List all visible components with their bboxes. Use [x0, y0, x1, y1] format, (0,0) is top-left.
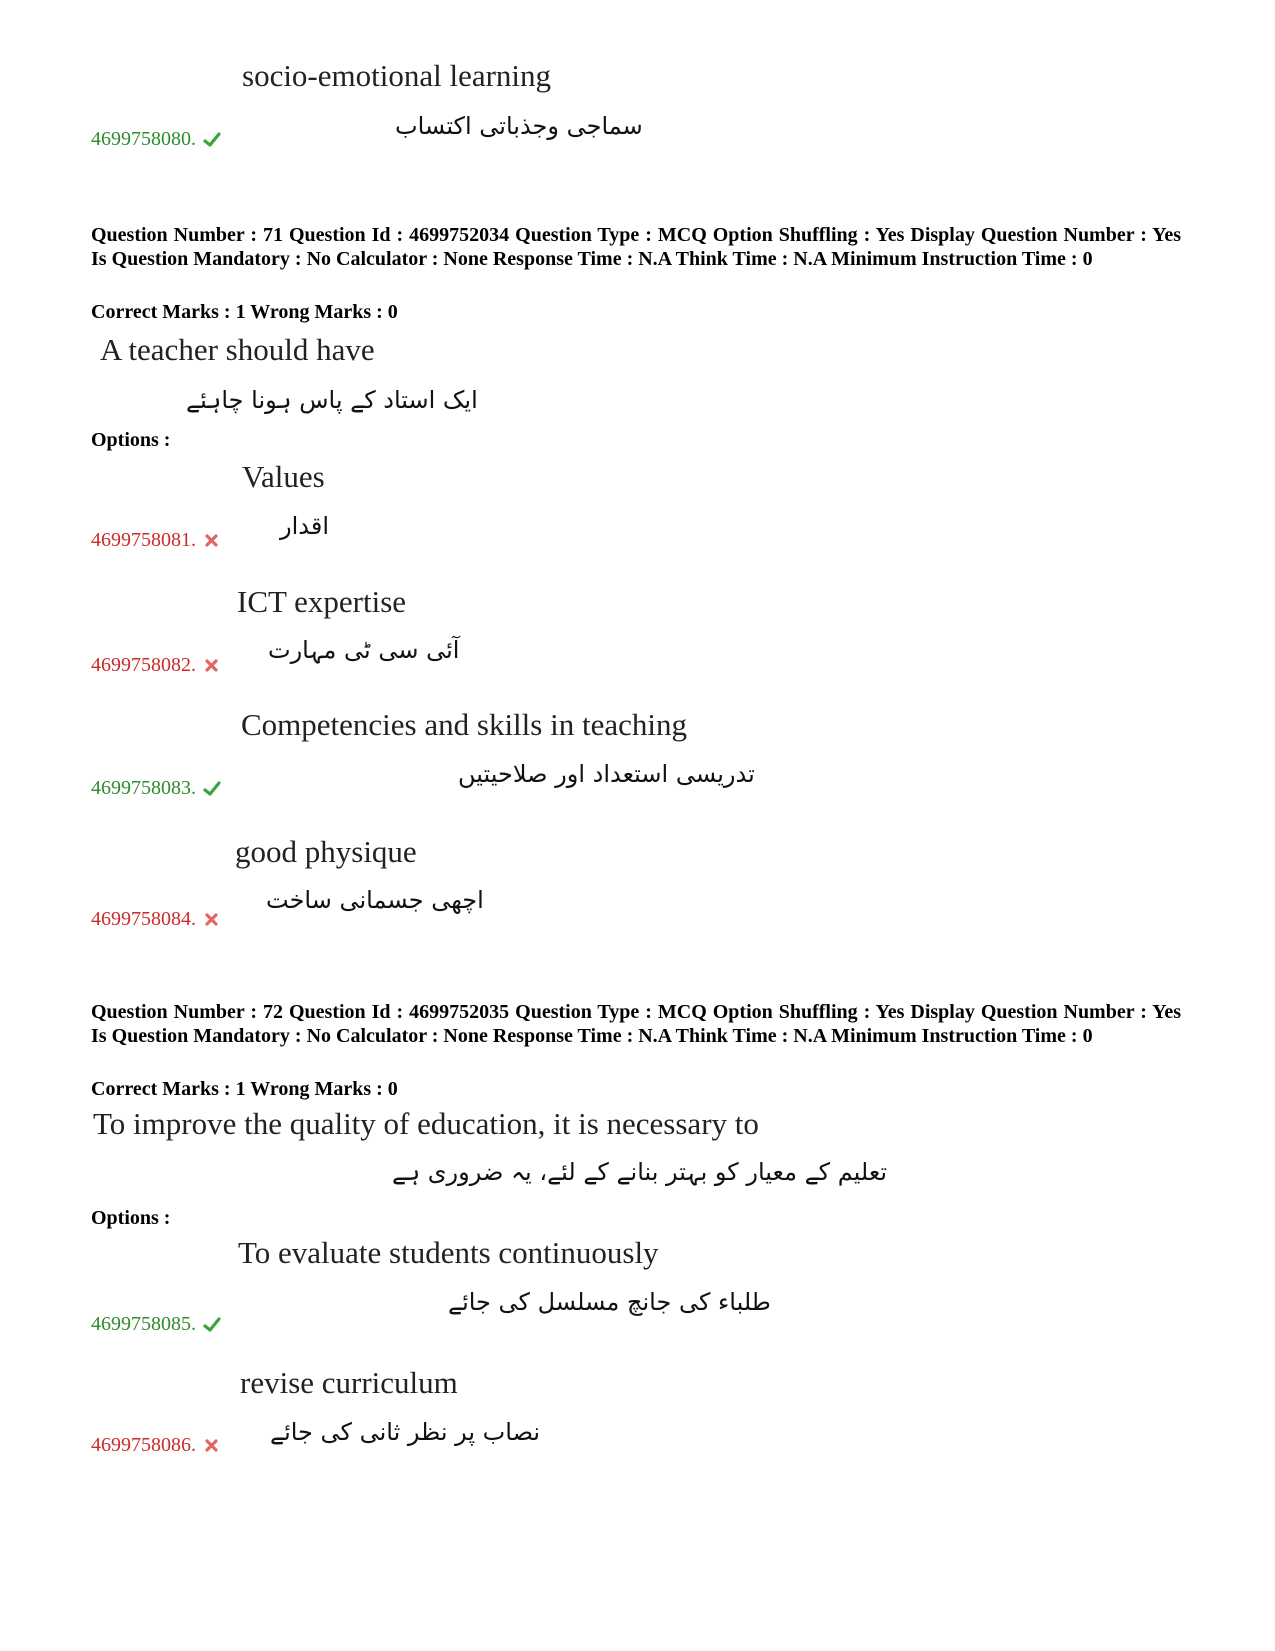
option-text-en: revise curriculum — [240, 1365, 458, 1400]
option-text-ur: طلباء کی جانچ مسلسل کی جائے — [448, 1288, 771, 1316]
option-id — [91, 908, 222, 931]
cross-icon — [202, 910, 222, 930]
option-id-text: 4699758084. — [91, 908, 196, 930]
option-text-ur: آئی سی ٹی مہارت — [268, 636, 460, 664]
question-marks: Correct Marks : 1 Wrong Marks : 0 — [91, 1078, 398, 1100]
option-text-ur: اقدار — [280, 512, 329, 540]
option-text-ur: تدریسی استعداد اور صلاحیتیں — [458, 760, 755, 788]
option-id-text: 4699758085. — [91, 1313, 196, 1335]
cross-icon — [202, 531, 222, 551]
option-text-en: Competencies and skills in teaching — [241, 707, 687, 742]
question-meta: Question Number : 72 Question Id : 4699752035 Question Type : MCQ Option Shuffling : Yes Display Question Number : Yes Is Question Mandatory : No Calculator : None Response Time : N.A Think Time : N.A Minimum Instruction Time : 0 — [91, 1001, 1181, 1047]
option-text-en: To evaluate students continuously — [238, 1235, 659, 1270]
option-id-text: 4699758081. — [91, 529, 196, 551]
option-id-text: 4699758080. — [91, 128, 196, 150]
question-stem-ur: ایک استاد کے پاس ہونا چاہئے — [186, 386, 478, 414]
option-text-ur: نصاب پر نظر ثانی کی جائے — [270, 1418, 541, 1446]
question-marks: Correct Marks : 1 Wrong Marks : 0 — [91, 301, 398, 323]
option-id — [91, 654, 222, 677]
option-id-text: 4699758083. — [91, 777, 196, 799]
option-text-ur: اچھی جسمانی ساخت — [266, 886, 484, 914]
option-text-en: socio-emotional learning — [242, 58, 552, 93]
option-id-text: 4699758086. — [91, 1434, 196, 1456]
option-id-text: 4699758082. — [91, 654, 196, 676]
check-icon — [202, 779, 222, 799]
option-text-ur: سماجی وجذباتی اکتساب — [395, 112, 643, 140]
cross-icon — [202, 1436, 222, 1456]
options-label: Options : — [91, 429, 171, 451]
cross-icon — [202, 656, 222, 676]
question-meta: Question Number : 71 Question Id : 4699752034 Question Type : MCQ Option Shuffling : Yes Display Question Number : Yes Is Question Mandatory : No Calculator : None Response Time : N.A Think Time : N.A Minimum Instruction Time : 0 — [91, 224, 1181, 270]
question-stem-en: A teacher should have — [100, 332, 375, 367]
option-text-en: good physique — [235, 834, 417, 869]
option-id — [91, 1434, 222, 1457]
options-label: Options : — [91, 1207, 171, 1229]
option-id — [91, 1313, 222, 1336]
question-stem-en: To improve the quality of education, it is necessary to — [93, 1106, 759, 1141]
option-id — [91, 128, 222, 151]
option-text-en: ICT expertise — [237, 584, 407, 619]
question-stem-ur: تعلیم کے معیار کو بہتر بنانے کے لئے، یہ ضروری ہے — [392, 1158, 888, 1186]
option-id — [91, 529, 222, 552]
option-text-en: Values — [242, 459, 325, 494]
check-icon — [202, 130, 222, 150]
option-id — [91, 777, 222, 800]
check-icon — [202, 1315, 222, 1335]
